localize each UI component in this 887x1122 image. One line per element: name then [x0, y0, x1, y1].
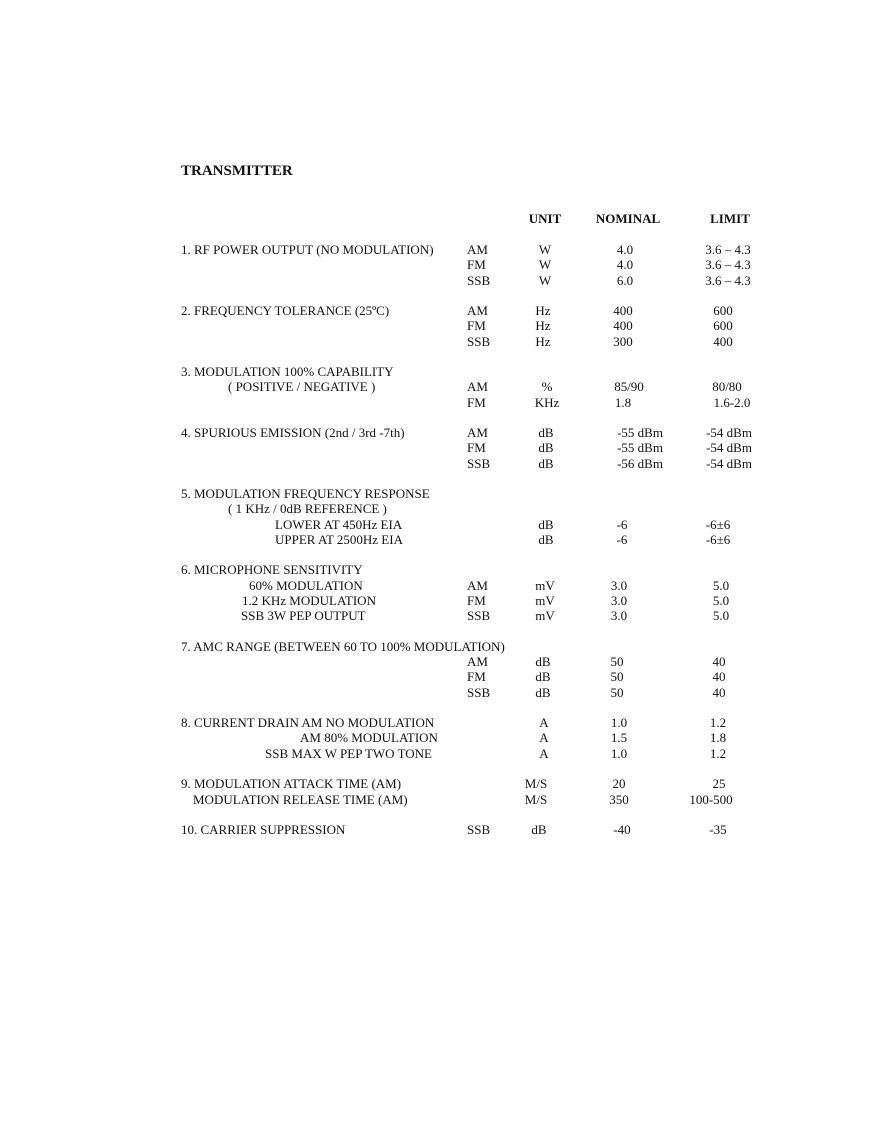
section-8-sublabel: SSB MAX W PEP TWO TONE [265, 746, 432, 761]
limit-cell: 5.0 [712, 578, 730, 593]
nominal-cell: 50 [610, 654, 624, 669]
unit-cell: A [539, 715, 549, 730]
nominal-cell: 20 [612, 776, 626, 791]
unit-cell: dB [535, 685, 551, 700]
mode-cell: FM [467, 395, 486, 410]
nominal-cell: -55 dBm [617, 440, 663, 455]
limit-cell: 80/80 [712, 379, 742, 394]
section-6-sublabel: SSB 3W PEP OUTPUT [241, 608, 366, 623]
section-4-label: 4. SPURIOUS EMISSION (2nd / 3rd -7th) [181, 425, 405, 440]
limit-cell: 1.8 [709, 730, 727, 745]
section-5-sublabel: LOWER AT 450Hz EIA [275, 517, 403, 532]
limit-cell: -54 dBm [706, 425, 752, 440]
mode-cell: FM [467, 257, 486, 272]
limit-cell: 1.2 [709, 746, 727, 761]
unit-cell: dB [538, 532, 554, 547]
unit-cell: mV [535, 608, 555, 623]
nominal-cell: -56 dBm [617, 456, 663, 471]
nominal-cell: 3.0 [610, 578, 628, 593]
section-5-sublabel: ( 1 KHz / 0dB REFERENCE ) [228, 501, 387, 516]
header-nominal: NOMINAL [595, 211, 661, 226]
section-5-label: 5. MODULATION FREQUENCY RESPONSE [181, 486, 430, 501]
limit-cell: -35 [709, 822, 727, 837]
section-9-sublabel: MODULATION RELEASE TIME (AM) [193, 792, 408, 807]
unit-cell: Hz [535, 334, 551, 349]
mode-cell: AM [467, 578, 488, 593]
section-9-label: 9. MODULATION ATTACK TIME (AM) [181, 776, 402, 791]
unit-cell: KHz [534, 395, 560, 410]
nominal-cell: 350 [609, 792, 629, 807]
unit-cell: W [538, 257, 552, 272]
nominal-cell: 85/90 [614, 379, 644, 394]
nominal-cell: 300 [613, 334, 633, 349]
mode-cell: FM [467, 318, 486, 333]
mode-cell: AM [467, 242, 488, 257]
unit-cell: W [538, 242, 552, 257]
limit-cell: 40 [712, 685, 726, 700]
limit-cell: 3.6 – 4.3 [705, 257, 751, 272]
nominal-cell: -6 [616, 517, 628, 532]
unit-cell: Hz [535, 303, 551, 318]
section-3-sublabel: ( POSITIVE / NEGATIVE ) [228, 379, 376, 394]
section-6-label: 6. MICROPHONE SENSITIVITY [181, 562, 363, 577]
nominal-cell: 50 [610, 685, 624, 700]
unit-cell: M/S [524, 776, 548, 791]
mode-cell: SSB [467, 334, 491, 349]
unit-cell: dB [538, 517, 554, 532]
nominal-cell: -55 dBm [617, 425, 663, 440]
unit-cell: W [538, 273, 552, 288]
nominal-cell: -6 [616, 532, 628, 547]
mode-cell: AM [467, 654, 488, 669]
limit-cell: -54 dBm [706, 440, 752, 455]
page-title: TRANSMITTER [181, 163, 293, 179]
unit-cell: dB [531, 822, 547, 837]
limit-cell: -6±6 [705, 532, 731, 547]
mode-cell: FM [467, 593, 486, 608]
limit-cell: 25 [712, 776, 726, 791]
section-2-label: 2. FREQUENCY TOLERANCE (25ºC) [181, 303, 390, 318]
unit-cell: dB [538, 440, 554, 455]
limit-cell: -54 dBm [706, 456, 752, 471]
nominal-cell: 3.0 [610, 593, 628, 608]
limit-cell: 3.6 – 4.3 [705, 273, 751, 288]
limit-cell: 600 [713, 318, 733, 333]
nominal-cell: 4.0 [616, 242, 634, 257]
nominal-cell: 400 [613, 303, 633, 318]
mode-cell: SSB [467, 273, 491, 288]
limit-cell: 40 [712, 654, 726, 669]
section-8-sublabel: AM 80% MODULATION [300, 730, 438, 745]
limit-cell: 100-500 [689, 792, 733, 807]
mode-cell: AM [467, 425, 488, 440]
nominal-cell: 1.0 [610, 715, 628, 730]
section-7-label: 7. AMC RANGE (BETWEEN 60 TO 100% MODULATION) [181, 639, 505, 654]
unit-cell: dB [535, 669, 551, 684]
section-3-label: 3. MODULATION 100% CAPABILITY [181, 364, 394, 379]
mode-cell: SSB [467, 822, 491, 837]
limit-cell: 3.6 – 4.3 [705, 242, 751, 257]
mode-cell: SSB [467, 685, 491, 700]
mode-cell: AM [467, 379, 488, 394]
mode-cell: SSB [467, 608, 491, 623]
mode-cell: FM [467, 440, 486, 455]
limit-cell: 5.0 [712, 593, 730, 608]
unit-cell: Hz [535, 318, 551, 333]
section-5-sublabel: UPPER AT 2500Hz EIA [275, 532, 403, 547]
section-6-sublabel: 60% MODULATION [249, 578, 363, 593]
limit-cell: 40 [712, 669, 726, 684]
limit-cell: 400 [713, 334, 733, 349]
unit-cell: dB [538, 425, 554, 440]
mode-cell: FM [467, 669, 486, 684]
unit-cell: A [539, 746, 549, 761]
unit-cell: A [539, 730, 549, 745]
unit-cell: dB [535, 654, 551, 669]
nominal-cell: 6.0 [616, 273, 634, 288]
limit-cell: 5.0 [712, 608, 730, 623]
nominal-cell: -40 [613, 822, 631, 837]
unit-cell: % [541, 379, 553, 394]
nominal-cell: 1.8 [614, 395, 632, 410]
header-unit: UNIT [528, 211, 562, 226]
header-limit: LIMIT [710, 211, 750, 226]
nominal-cell: 50 [610, 669, 624, 684]
limit-cell: 1.6-2.0 [713, 395, 751, 410]
nominal-cell: 1.5 [610, 730, 628, 745]
limit-cell: -6±6 [705, 517, 731, 532]
mode-cell: SSB [467, 456, 491, 471]
nominal-cell: 1.0 [610, 746, 628, 761]
section-8-label: 8. CURRENT DRAIN AM NO MODULATION [181, 715, 435, 730]
nominal-cell: 4.0 [616, 257, 634, 272]
section-10-label: 10. CARRIER SUPPRESSION [181, 822, 346, 837]
section-1-label: 1. RF POWER OUTPUT (NO MODULATION) [181, 242, 434, 257]
section-6-sublabel: 1.2 KHz MODULATION [242, 593, 376, 608]
limit-cell: 600 [713, 303, 733, 318]
unit-cell: mV [535, 578, 555, 593]
limit-cell: 1.2 [709, 715, 727, 730]
unit-cell: dB [538, 456, 554, 471]
unit-cell: M/S [524, 792, 548, 807]
nominal-cell: 400 [613, 318, 633, 333]
unit-cell: mV [535, 593, 555, 608]
nominal-cell: 3.0 [610, 608, 628, 623]
mode-cell: AM [467, 303, 488, 318]
